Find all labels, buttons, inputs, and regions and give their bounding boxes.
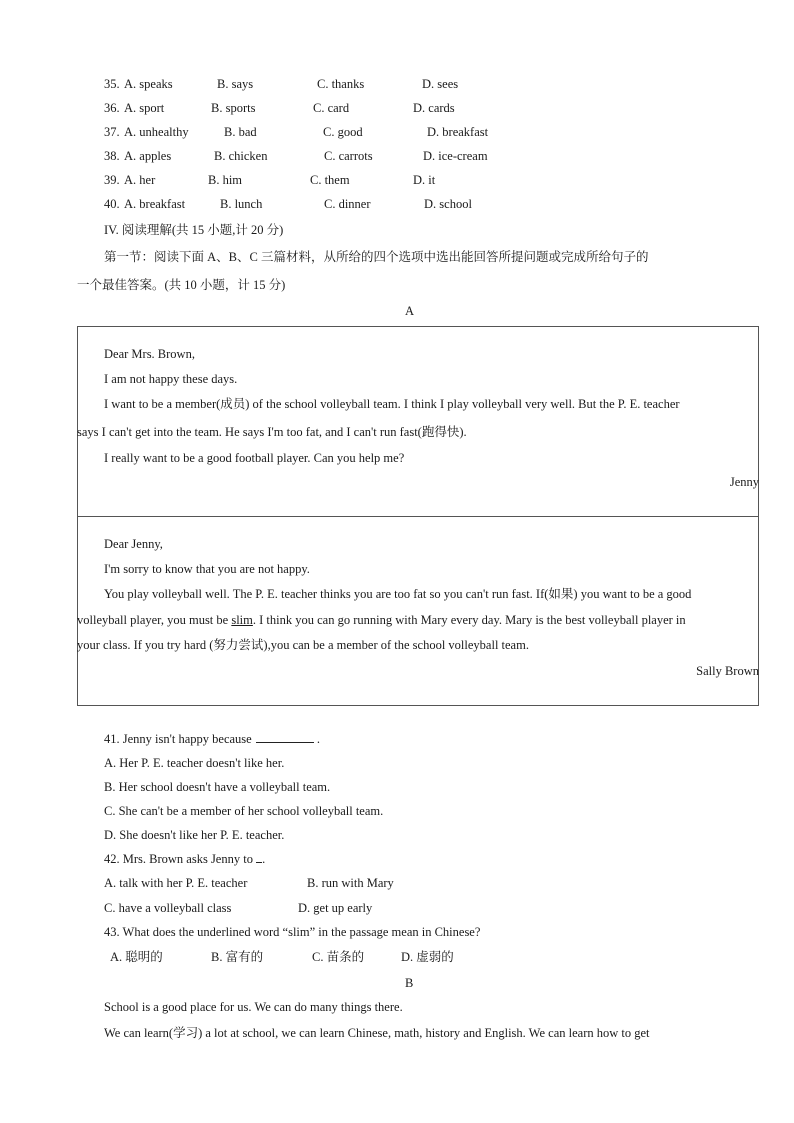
answer-option: C. She can't be a member of her school volleyball team.: [104, 804, 384, 818]
question-stem: 41. Jenny isn't happy because: [104, 732, 252, 746]
letter2-para: I'm sorry to know that you are not happy.: [104, 562, 310, 576]
answer-option: D. She doesn't like her P. E. teacher.: [104, 828, 285, 842]
letter2-para-cont: [77, 612, 686, 628]
letter2-para-cont: your class. If you try hard (努力尝试),you can be a member of the school volleyball team.: [77, 638, 529, 652]
underlined-word: slim: [231, 613, 253, 627]
punctuation: .: [316, 732, 320, 746]
section-heading: IV. 阅读理解(共 15 小题,计 20 分): [104, 223, 284, 237]
item-number: 35.: [104, 77, 120, 91]
answer-option: C. 苗条的: [312, 950, 365, 964]
letter1-para: I am not happy these days.: [104, 372, 238, 386]
letter2-signature: Sally Brown: [696, 664, 759, 678]
text-span: volleyball player, you must be: [77, 613, 232, 627]
cloze-item-38: [104, 148, 120, 164]
answer-option: B. Her school doesn't have a volleyball team.: [104, 780, 331, 794]
option-d: D. breakfast: [427, 125, 489, 139]
option-d: D. sees: [422, 77, 459, 91]
cloze-item-35: [104, 76, 120, 92]
answer-option: D. get up early: [298, 901, 373, 915]
item-number: 36.: [104, 101, 120, 115]
punctuation: .: [262, 852, 266, 866]
section-instruction-cont: 一个最佳答案。(共 10 小题，计 15 分): [77, 278, 286, 292]
option-b: B. says: [217, 77, 254, 91]
passage-a-label: A: [405, 304, 415, 318]
item-number: 39.: [104, 173, 120, 187]
question-41: [104, 731, 320, 747]
option-d: D. ice-cream: [423, 149, 488, 163]
option-a: A. unhealthy: [124, 125, 189, 139]
option-b: B. sports: [211, 101, 256, 115]
letter1-para: I really want to be a good football player. Can you help me?: [104, 451, 405, 465]
option-c: C. carrots: [324, 149, 373, 163]
passage-b-label: B: [405, 976, 414, 990]
option-c: C. dinner: [324, 197, 371, 211]
letter1-para: I want to be a member(成员) of the school volleyball team. I think I play volleyball very well. But the P. E. teacher: [104, 397, 680, 411]
cloze-item-37: [104, 124, 120, 140]
answer-option: A. Her P. E. teacher doesn't like her.: [104, 756, 285, 770]
letter-to-jenny: [77, 516, 759, 706]
letter2-greeting: Dear Jenny,: [104, 537, 163, 551]
option-b: B. lunch: [220, 197, 263, 211]
answer-option: D. 虚弱的: [401, 950, 454, 964]
option-c: C. good: [323, 125, 363, 139]
question-43: 43. What does the underlined word “slim” in the passage mean in Chinese?: [104, 925, 481, 939]
section-instruction: 第一节：阅读下面 A、B、C 三篇材料，从所给的四个选项中选出能回答所提问题或完成所给句子的: [104, 250, 649, 264]
option-a: A. speaks: [124, 77, 173, 91]
option-a: A. apples: [124, 149, 172, 163]
option-a: A. breakfast: [124, 197, 186, 211]
option-b: B. chicken: [214, 149, 268, 163]
answer-option: A. 聪明的: [110, 950, 163, 964]
option-d: D. school: [424, 197, 472, 211]
answer-option: B. run with Mary: [307, 876, 394, 890]
option-b: B. him: [208, 173, 243, 187]
cloze-item-36: [104, 100, 120, 116]
item-number: 40.: [104, 197, 120, 211]
question-42: [104, 851, 265, 867]
answer-option: C. have a volleyball class: [104, 901, 232, 915]
option-d: D. cards: [413, 101, 455, 115]
option-a: A. her: [124, 173, 156, 187]
option-b: B. bad: [224, 125, 257, 139]
cloze-item-40: [104, 196, 120, 212]
cloze-item-39: [104, 172, 120, 188]
text-span: . I think you can go running with Mary every day. Mary is the best volleyball player in: [252, 613, 686, 627]
option-a: A. sport: [124, 101, 165, 115]
item-number: 37.: [104, 125, 120, 139]
answer-option: B. 富有的: [211, 950, 264, 964]
option-c: C. card: [313, 101, 350, 115]
letter1-greeting: Dear Mrs. Brown,: [104, 347, 195, 361]
passage-b-para: We can learn(学习) a lot at school, we can learn Chinese, math, history and English. We can learn how to get: [104, 1026, 650, 1040]
answer-option: A. talk with her P. E. teacher: [104, 876, 248, 890]
letter1-signature: Jenny: [729, 475, 759, 489]
option-c: C. thanks: [317, 77, 365, 91]
letter2-para: You play volleyball well. The P. E. teacher thinks you are too fat so you can't run fast. If(如果) you want to be a good: [104, 587, 692, 601]
option-c: C. them: [310, 173, 350, 187]
item-number: 38.: [104, 149, 120, 163]
answer-blank[interactable]: [256, 731, 314, 743]
question-stem: 42. Mrs. Brown asks Jenny to: [104, 852, 253, 866]
option-d: D. it: [413, 173, 436, 187]
passage-b-para: School is a good place for us. We can do many things there.: [104, 1000, 403, 1014]
letter1-para-cont: says I can't get into the team. He says I'm too fat, and I can't run fast(跑得快).: [77, 425, 467, 439]
